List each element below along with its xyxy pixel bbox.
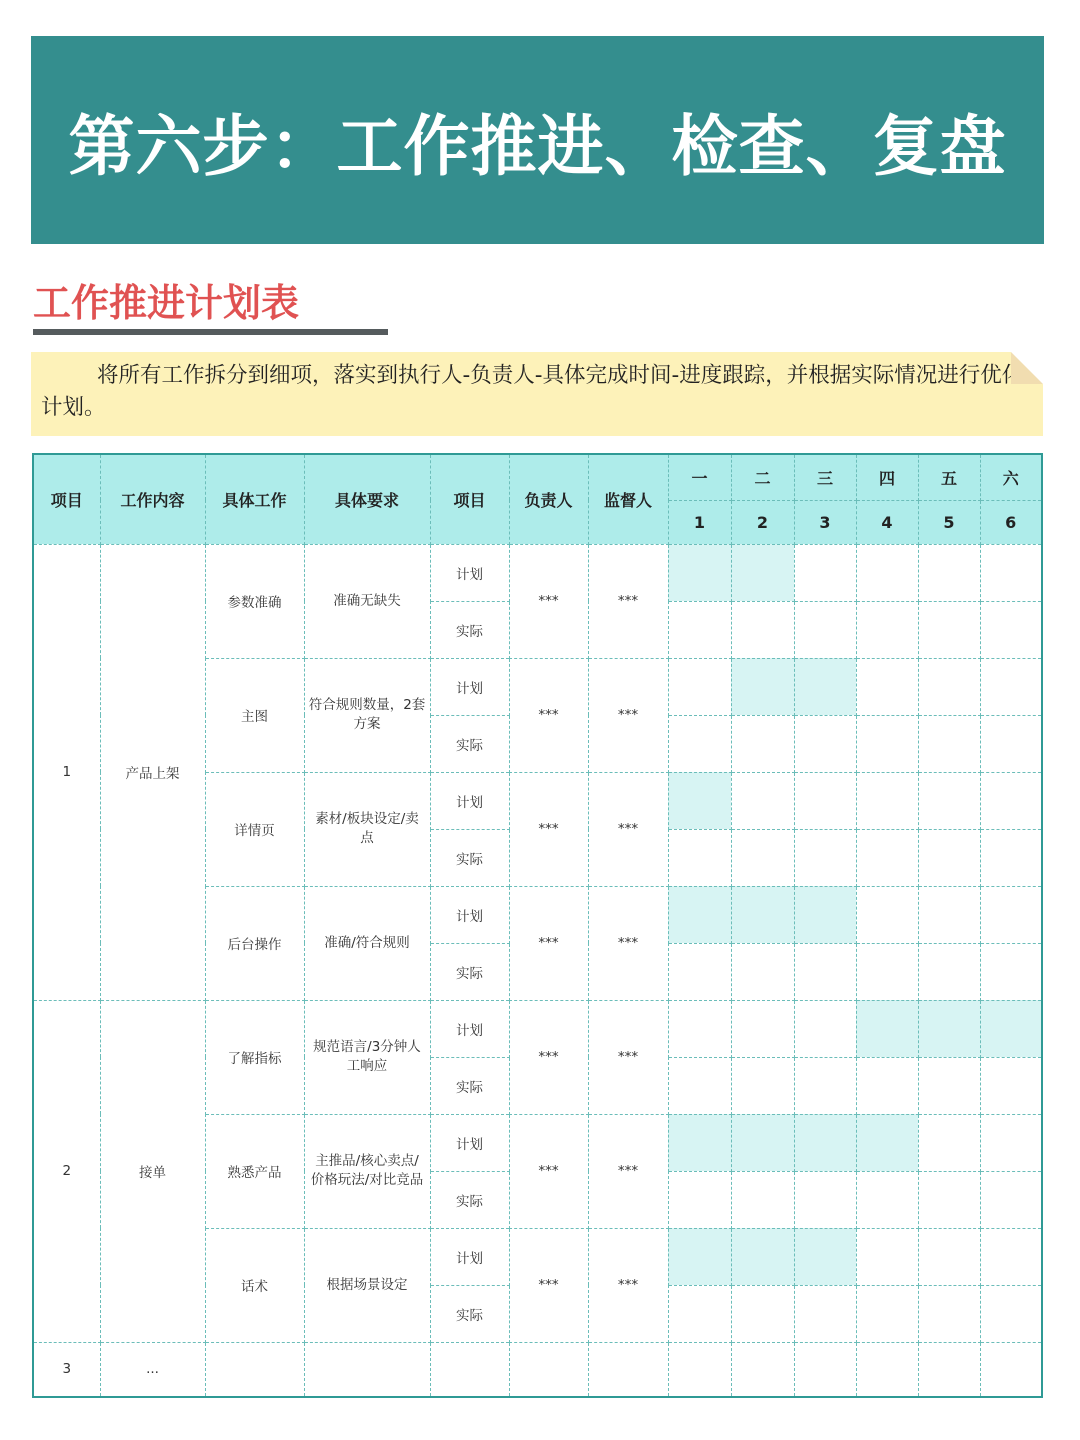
header-project: 项目 — [33, 454, 100, 544]
actual-cell — [980, 715, 1042, 772]
header-content: 工作内容 — [100, 454, 205, 544]
table-row — [33, 1342, 1042, 1397]
owner-cell: *** — [509, 1000, 588, 1114]
header-day-number: 3 — [794, 500, 856, 544]
header-day-number: 6 — [980, 500, 1042, 544]
actual-cell — [731, 829, 794, 886]
header-day-number: 4 — [856, 500, 918, 544]
actual-cell — [794, 715, 856, 772]
plan-label: 计划 — [430, 658, 509, 715]
plan-cell — [980, 886, 1042, 943]
header-weekday: 四 — [856, 454, 918, 500]
plan-cell-filled — [731, 886, 794, 943]
supervisor-cell: *** — [588, 544, 668, 658]
task-name: 熟悉产品 — [205, 1114, 304, 1228]
actual-cell — [668, 1057, 731, 1114]
plan-cell-filled — [731, 658, 794, 715]
actual-cell — [980, 943, 1042, 1000]
actual-cell — [731, 1285, 794, 1342]
actual-label: 实际 — [430, 601, 509, 658]
plan-cell — [980, 1114, 1042, 1171]
plan-cell — [918, 772, 980, 829]
task-requirement: 主推品/核心卖点/价格玩法/对比竞品 — [304, 1114, 430, 1228]
plan-cell-filled — [980, 1000, 1042, 1057]
plan-label: 计划 — [430, 886, 509, 943]
actual-cell — [856, 943, 918, 1000]
plan-cell — [856, 886, 918, 943]
task-requirement: 规范语言/3分钟人工响应 — [304, 1000, 430, 1114]
supervisor-cell: *** — [588, 658, 668, 772]
plan-cell-filled — [668, 544, 731, 601]
task-requirement: 符合规则数量，2套方案 — [304, 658, 430, 772]
empty-cell — [856, 1342, 918, 1397]
plan-cell — [794, 1000, 856, 1057]
plan-cell — [980, 544, 1042, 601]
task-requirement: 素材/板块设定/卖点 — [304, 772, 430, 886]
actual-cell — [980, 1171, 1042, 1228]
task-name: 参数准确 — [205, 544, 304, 658]
actual-cell — [918, 715, 980, 772]
plan-cell — [918, 544, 980, 601]
actual-cell — [918, 601, 980, 658]
actual-cell — [668, 829, 731, 886]
page-title: 第六步：工作推进、检查、复盘 — [68, 107, 1007, 185]
plan-cell-filled — [668, 1114, 731, 1171]
plan-label: 计划 — [430, 1228, 509, 1285]
empty-cell — [668, 1342, 731, 1397]
section-underline — [33, 329, 388, 335]
actual-label: 实际 — [430, 1285, 509, 1342]
header-day-number: 5 — [918, 500, 980, 544]
actual-cell — [856, 1285, 918, 1342]
actual-cell — [731, 1057, 794, 1114]
intro-text: 将所有工作拆分到细项，落实到执行人-负责人-具体完成时间-进度跟踪，并根据实际情况进行优化计划。 — [41, 363, 1024, 420]
header-day-number: 2 — [731, 500, 794, 544]
section-title: 工作推进计划表 — [33, 281, 300, 325]
plan-cell — [980, 1228, 1042, 1285]
task-requirement: 根据场景设定 — [304, 1228, 430, 1342]
header-row — [33, 454, 1042, 500]
actual-label: 实际 — [430, 829, 509, 886]
intro-note — [31, 352, 1043, 436]
plan-cell — [856, 544, 918, 601]
empty-cell — [205, 1342, 304, 1397]
supervisor-cell: *** — [588, 1114, 668, 1228]
actual-cell — [856, 601, 918, 658]
actual-cell — [918, 1285, 980, 1342]
task-requirement: 准确/符合规则 — [304, 886, 430, 1000]
actual-cell — [794, 1285, 856, 1342]
owner-cell: *** — [509, 772, 588, 886]
plan-cell — [668, 1000, 731, 1057]
task-name: 主图 — [205, 658, 304, 772]
supervisor-cell: *** — [588, 772, 668, 886]
owner-cell: *** — [509, 544, 588, 658]
task-requirement: 准确无缺失 — [304, 544, 430, 658]
actual-cell — [731, 601, 794, 658]
actual-label: 实际 — [430, 715, 509, 772]
header-weekday: 六 — [980, 454, 1042, 500]
group-content: ... — [100, 1342, 205, 1397]
plan-cell-filled — [731, 1114, 794, 1171]
actual-cell — [918, 829, 980, 886]
plan-cell-filled — [731, 544, 794, 601]
plan-cell — [918, 658, 980, 715]
plan-cell — [856, 1228, 918, 1285]
actual-cell — [794, 601, 856, 658]
plan-cell — [731, 1000, 794, 1057]
task-name: 话术 — [205, 1228, 304, 1342]
plan-cell — [918, 1114, 980, 1171]
plan-cell-filled — [856, 1114, 918, 1171]
group-content: 接单 — [100, 1000, 205, 1342]
group-number: 3 — [33, 1342, 100, 1397]
header-owner: 负责人 — [509, 454, 588, 544]
empty-cell — [918, 1342, 980, 1397]
actual-cell — [856, 1171, 918, 1228]
plan-cell-filled — [856, 1000, 918, 1057]
actual-cell — [794, 1171, 856, 1228]
empty-cell — [509, 1342, 588, 1397]
actual-cell — [980, 829, 1042, 886]
actual-cell — [668, 601, 731, 658]
actual-label: 实际 — [430, 1171, 509, 1228]
owner-cell: *** — [509, 886, 588, 1000]
plan-cell-filled — [668, 886, 731, 943]
actual-cell — [856, 829, 918, 886]
header-weekday: 二 — [731, 454, 794, 500]
actual-cell — [980, 1057, 1042, 1114]
plan-cell-filled — [668, 1228, 731, 1285]
plan-cell — [980, 658, 1042, 715]
actual-label: 实际 — [430, 943, 509, 1000]
task-name: 后台操作 — [205, 886, 304, 1000]
plan-cell-filled — [668, 772, 731, 829]
plan-cell — [794, 772, 856, 829]
header-task: 具体工作 — [205, 454, 304, 544]
plan-cell-filled — [918, 1000, 980, 1057]
table-row — [33, 544, 1042, 601]
header-day-number: 1 — [668, 500, 731, 544]
header-weekday: 五 — [918, 454, 980, 500]
task-name: 了解指标 — [205, 1000, 304, 1114]
plan-label: 计划 — [430, 544, 509, 601]
table-row — [33, 1000, 1042, 1057]
empty-cell — [980, 1342, 1042, 1397]
actual-cell — [668, 715, 731, 772]
header-supervisor: 监督人 — [588, 454, 668, 544]
supervisor-cell: *** — [588, 1228, 668, 1342]
group-content: 产品上架 — [100, 544, 205, 1000]
work-plan-table — [32, 453, 1043, 1398]
plan-cell — [856, 658, 918, 715]
actual-cell — [794, 1057, 856, 1114]
actual-cell — [856, 1057, 918, 1114]
plan-label: 计划 — [430, 1000, 509, 1057]
plan-cell — [668, 658, 731, 715]
plan-cell-filled — [731, 1228, 794, 1285]
supervisor-cell: *** — [588, 1000, 668, 1114]
plan-cell-filled — [794, 886, 856, 943]
plan-cell — [731, 772, 794, 829]
actual-cell — [918, 1171, 980, 1228]
plan-cell — [856, 772, 918, 829]
actual-cell — [668, 1171, 731, 1228]
empty-cell — [304, 1342, 430, 1397]
actual-cell — [731, 1171, 794, 1228]
owner-cell: *** — [509, 1114, 588, 1228]
plan-cell-filled — [794, 1228, 856, 1285]
supervisor-cell: *** — [588, 886, 668, 1000]
plan-label: 计划 — [430, 772, 509, 829]
header-weekday: 三 — [794, 454, 856, 500]
plan-cell — [794, 544, 856, 601]
task-name: 详情页 — [205, 772, 304, 886]
header-requirement: 具体要求 — [304, 454, 430, 544]
actual-label: 实际 — [430, 1057, 509, 1114]
actual-cell — [918, 943, 980, 1000]
owner-cell: *** — [509, 1228, 588, 1342]
actual-cell — [794, 829, 856, 886]
empty-cell — [794, 1342, 856, 1397]
empty-cell — [588, 1342, 668, 1397]
plan-cell — [918, 886, 980, 943]
empty-cell — [430, 1342, 509, 1397]
actual-cell — [668, 1285, 731, 1342]
actual-cell — [918, 1057, 980, 1114]
owner-cell: *** — [509, 658, 588, 772]
actual-cell — [668, 943, 731, 1000]
actual-cell — [794, 943, 856, 1000]
actual-cell — [731, 943, 794, 1000]
actual-cell — [731, 715, 794, 772]
title-banner — [31, 36, 1044, 244]
plan-cell — [918, 1228, 980, 1285]
group-number: 2 — [33, 1000, 100, 1342]
header-weekday: 一 — [668, 454, 731, 500]
actual-cell — [856, 715, 918, 772]
header-type: 项目 — [430, 454, 509, 544]
plan-cell-filled — [794, 1114, 856, 1171]
plan-cell-filled — [794, 658, 856, 715]
actual-cell — [980, 601, 1042, 658]
actual-cell — [980, 1285, 1042, 1342]
empty-cell — [731, 1342, 794, 1397]
plan-cell — [980, 772, 1042, 829]
plan-label: 计划 — [430, 1114, 509, 1171]
group-number: 1 — [33, 544, 100, 1000]
